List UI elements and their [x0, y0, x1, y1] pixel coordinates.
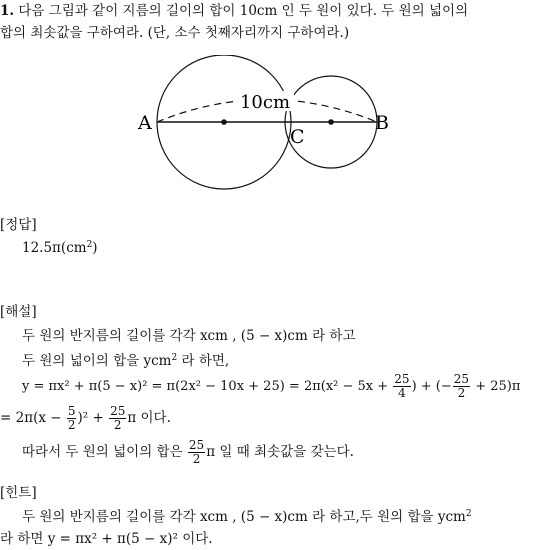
solution-line-2: 두 원의 넓이의 합을 ycm$^2$ 라 하면, [22, 353, 230, 369]
fraction: $\frac{25}{2}$ [453, 372, 470, 400]
answer-value-main: 12.5π(cm [22, 240, 87, 256]
label-b: B [375, 112, 389, 134]
answer-value-sup: 2 [86, 240, 93, 250]
solution-equation-1: y = πx² + π(5 − x)² = π(2x² − 10x + 25) = 2π(x² − 5x + $\frac{25}{4}$ ) + (− $\frac{25}{2}$ + 25)π [22, 372, 521, 400]
solution-equation-2: = 2π(x − $\frac{5}{2}$ )² + $\frac{25}{2}$ π 이다. [0, 404, 171, 432]
solution-conclusion: 따라서 두 원의 넓이의 합은 $\frac{25}{2}$ π 일 때 최솟값을 갖는다. [22, 438, 354, 466]
fraction: $\frac{5}{2}$ [67, 404, 76, 432]
hint-header: [힌트] [0, 485, 37, 501]
length-label: 10cm [239, 92, 291, 113]
answer-value-end: ) [92, 240, 98, 256]
solution-line-1: 두 원의 반지름의 길이를 각각 xcm , (5 − x)cm 라 하고 [22, 328, 356, 344]
label-c: C [290, 126, 305, 148]
center-dot-large [221, 119, 227, 125]
problem-line-2 [0, 24, 349, 42]
problem-line-1 [0, 2, 468, 20]
fraction: $\frac{25}{2}$ [188, 438, 205, 466]
label-a: A [138, 112, 152, 134]
fraction: $\frac{25}{4}$ [394, 372, 410, 400]
answer-value [22, 239, 98, 257]
center-dot-small [328, 119, 334, 125]
answer-header: [정답] [0, 217, 37, 233]
hint-line-2: 라 하면 y = πx² + π(5 − x)² 이다. [0, 531, 213, 547]
problem-number: 1. [0, 3, 15, 19]
solution-header: [해설] [0, 304, 37, 320]
problem-text-2: 합의 최솟값을 구하여라. (단, 소수 첫째자리까지 구하여라.) [0, 25, 350, 41]
problem-text-1: 다음 그림과 같이 지름의 길이의 합이 10cm 인 두 원이 있다. 두 원의 넓이의 [18, 3, 469, 19]
fraction: $\frac{25}{2}$ [110, 404, 126, 432]
two-circles-figure [130, 55, 405, 210]
hint-line-1: 두 원의 반지름의 길이를 각각 xcm , (5 − x)cm 라 하고,두 원의 합을 ycm$^2$ [22, 509, 472, 525]
